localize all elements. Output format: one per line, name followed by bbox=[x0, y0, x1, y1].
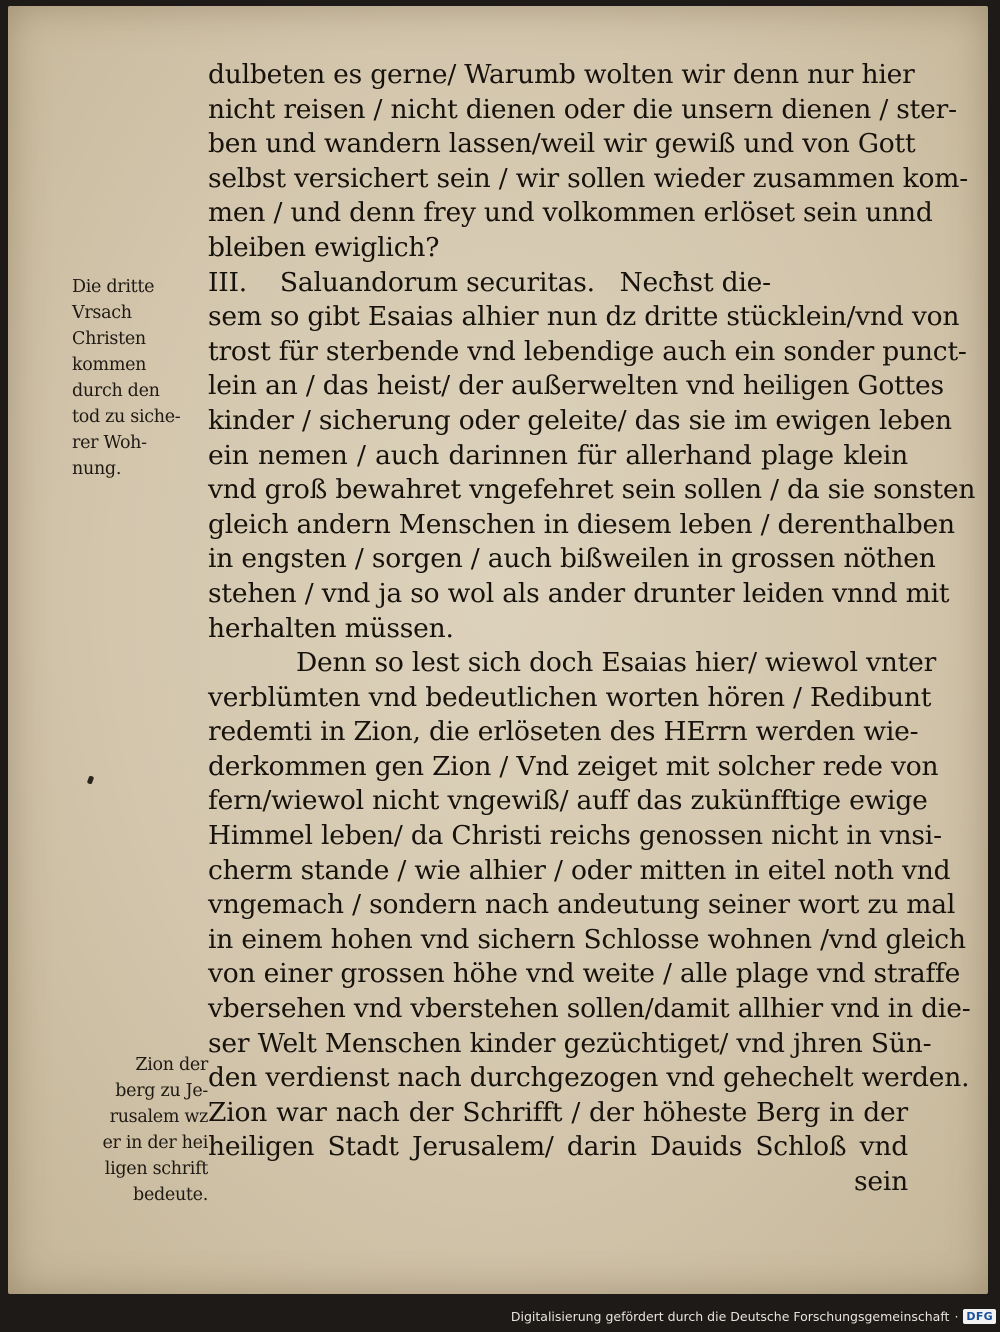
text-line: redemti in Zion, die erlöseten des HErrn werden wie- bbox=[208, 716, 919, 748]
text-line: vngemach / sondern nach andeutung seiner wort zu mal bbox=[208, 889, 956, 921]
marginal-line: durch den bbox=[72, 381, 160, 401]
paragraph-start-line: Denn so lest sich doch Esaias hier/ wiewol vnter bbox=[296, 647, 937, 679]
marginal-line: rusalem wz bbox=[109, 1107, 208, 1127]
text-line: ben und wandern lassen/weil wir gewiß und von Gott bbox=[208, 128, 916, 160]
text-line: herhalten müssen. bbox=[208, 612, 454, 644]
marginal-line: er in der hei bbox=[102, 1133, 208, 1153]
marginal-line: kommen bbox=[72, 355, 147, 375]
text-line: sem so gibt Esaias alhier nun dz dritte stücklein/vnd von bbox=[208, 301, 960, 333]
text-line: Himmel leben/ da Christi reichs genossen nicht in vnsi- bbox=[208, 820, 942, 852]
text-line: stehen / vnd ja so wol als ander drunter leiden vnnd mit bbox=[208, 577, 950, 609]
text-line: derkommen gen Zion / Vnd zeiget mit solcher rede von bbox=[208, 750, 939, 782]
catchword: sein bbox=[853, 1166, 908, 1197]
marginal-note-dritte-vrsach bbox=[72, 274, 194, 482]
text-line: lein an / das heist/ der außerwelten vnd heiligen Gottes bbox=[208, 370, 944, 402]
text-line: ser Welt Menschen kinder gezüchtiget/ vnd jhren Sün- bbox=[208, 1027, 932, 1059]
digitization-footer bbox=[511, 1303, 996, 1329]
marginal-line: bedeute. bbox=[133, 1185, 208, 1205]
text-line: cherm stande / wie alhier / oder mitten in eitel noth vnd bbox=[208, 854, 951, 886]
marginal-line: tod zu siche- bbox=[72, 407, 181, 427]
text-line: von einer grossen höhe vnd weite / alle plage vnd straffe bbox=[208, 958, 961, 990]
ink-mark bbox=[87, 775, 94, 784]
text-line: heiligen Stadt Jerusalem/ darin Dauids Schloß vnd bbox=[208, 1131, 908, 1163]
text-line: in engsten / sorgen / auch bißweilen in grossen nöthen bbox=[208, 543, 936, 575]
marginal-note-zion bbox=[68, 1052, 208, 1208]
dfg-logo-icon: DFG bbox=[963, 1309, 996, 1324]
text-line: men / und denn frey und volkommen erlöset sein unnd bbox=[208, 197, 933, 229]
text-line: bleiben ewiglich? bbox=[208, 231, 440, 263]
text-line: Zion war nach der Schrifft / der höheste Berg in der bbox=[208, 1096, 908, 1128]
text-line: selbst versichert sein / wir sollen wieder zusammen kom- bbox=[208, 162, 968, 194]
text-line: dulbeten es gerne/ Warumb wolten wir denn nur hier bbox=[208, 59, 915, 90]
text-line: verblümten vnd bedeutlichen worten hören / Redibunt bbox=[208, 681, 932, 713]
text-line: vbersehen vnd vberstehen sollen/damit allhier vnd in die- bbox=[208, 993, 971, 1025]
marginal-line: berg zu Je- bbox=[115, 1081, 208, 1101]
section-heading-line: III. Saluandorum securitas. Necħst die- bbox=[208, 266, 771, 298]
text-line: vnd groß bewahret vngefehret sein sollen / da sie sonsten bbox=[208, 474, 976, 506]
funding-notice: Digitalisierung gefördert durch die Deutsche Forschungsgemeinschaft bbox=[510, 1308, 950, 1324]
text-line: ein nemen / auch darinnen für allerhand plage klein bbox=[208, 439, 908, 471]
marginal-line: rer Woh- bbox=[72, 433, 147, 453]
main-text-block bbox=[208, 58, 976, 1200]
marginal-line: Die dritte bbox=[72, 277, 155, 297]
marginal-line: Vrsach bbox=[72, 303, 132, 323]
book-page bbox=[8, 6, 988, 1294]
text-line: in einem hohen vnd sichern Schlosse wohnen /vnd gleich bbox=[208, 923, 966, 955]
text-line: kinder / sicherung oder geleite/ das sie im ewigen leben bbox=[208, 404, 952, 436]
marginal-line: ligen schrift bbox=[104, 1159, 208, 1179]
text-line: fern/wiewol nicht vngewiß/ auff das zukünfftige ewige bbox=[208, 785, 928, 817]
text-line: gleich andern Menschen in diesem leben / derenthalben bbox=[208, 508, 955, 540]
text-line: nicht reisen / nicht dienen oder die unsern dienen / ster- bbox=[208, 93, 957, 125]
marginal-line: nung. bbox=[72, 459, 122, 479]
marginal-line: Zion der bbox=[135, 1055, 208, 1075]
text-line: trost für sterbende vnd lebendige auch ein sonder punct- bbox=[208, 335, 967, 367]
text-line: den verdienst nach durchgezogen vnd gehechelt werden. bbox=[208, 1062, 970, 1094]
separator-dot: · bbox=[954, 1308, 959, 1324]
marginal-line: Christen bbox=[72, 329, 146, 349]
